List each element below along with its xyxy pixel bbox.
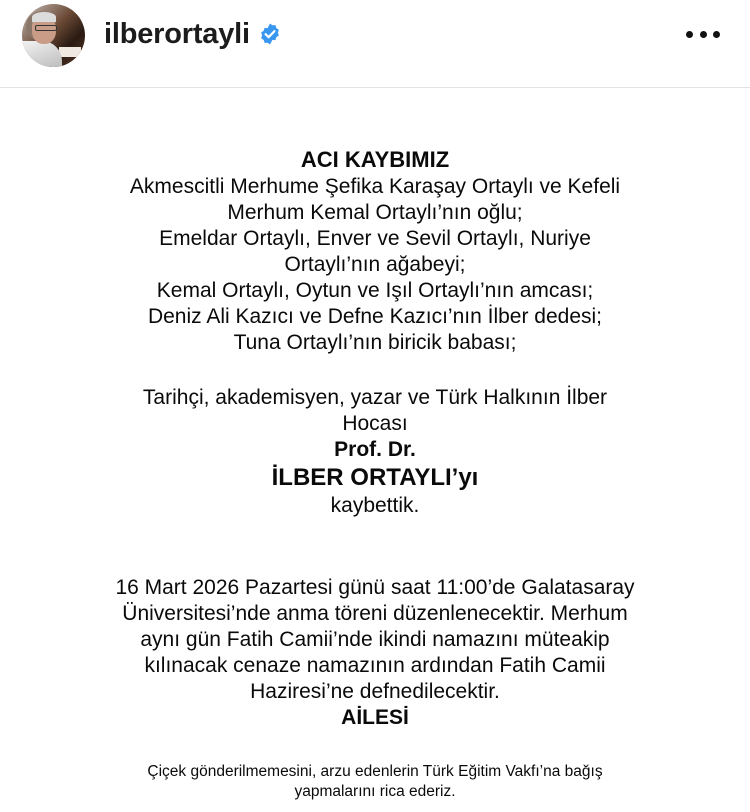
post-image — [0, 88, 750, 812]
username-link[interactable]: ilberortayli — [104, 17, 250, 50]
description-line: Hocası — [342, 412, 408, 435]
username-row — [104, 14, 282, 54]
notice-top-block — [0, 146, 750, 356]
deceased-name: İLBER ORTAYLI’yı — [271, 464, 479, 491]
more-options-icon[interactable] — [686, 28, 720, 40]
dot — [686, 31, 693, 38]
description-line: Tarihçi, akademisyen, yazar ve Türk Halkının İlber — [142, 386, 608, 409]
dot — [700, 31, 707, 38]
signature: AİLESİ — [341, 706, 409, 729]
verified-badge-icon — [258, 22, 282, 46]
avatar-hair-detail — [32, 12, 56, 22]
notice-name-block — [0, 385, 750, 519]
family-line: Merhum Kemal Ortaylı’nın oğlu; — [227, 201, 523, 224]
family-line: Ortaylı’nın ağabeyi; — [284, 253, 466, 276]
family-line: Emeldar Ortaylı, Enver ve Sevil Ortaylı, Nuriye — [159, 227, 591, 250]
note-line: Çiçek gönderilmemesini, arzu edenlerin Türk Eğitim Vakfı’na bağış — [147, 763, 603, 780]
family-line: Tuna Ortaylı’nın biricik babası; — [233, 331, 517, 354]
avatar-shirt-detail — [22, 41, 62, 67]
honorific: Prof. Dr. — [334, 438, 416, 461]
dot — [713, 31, 720, 38]
avatar-desk-detail — [59, 47, 81, 57]
notice-ceremony-block — [0, 575, 750, 731]
note-line: yapmalarını rica ederiz. — [294, 783, 456, 800]
notice-footnote — [0, 762, 750, 802]
avatar[interactable] — [22, 4, 85, 67]
ceremony-line: 16 Mart 2026 Pazartesi günü saat 11:00’de Galatasaray — [115, 576, 635, 599]
family-line: Akmescitli Merhume Şefika Karaşay Ortaylı ve Kefeli — [129, 175, 621, 198]
ceremony-line: kılınacak cenaze namazının ardından Fatih Camii — [144, 654, 606, 677]
notice-title: ACI KAYBIMIZ — [300, 147, 450, 172]
avatar-glasses-detail — [35, 25, 57, 31]
ceremony-line: aynı gün Fatih Camii’nde ikindi namazını müteakip — [140, 628, 610, 651]
lost-text: kaybettik. — [330, 494, 420, 517]
post-header — [0, 0, 750, 87]
ceremony-line: Haziresi’ne defnedilecektir. — [250, 680, 500, 703]
ceremony-line: Üniversitesi’nde anma töreni düzenlenecektir. Merhum — [122, 602, 628, 625]
family-line: Deniz Ali Kazıcı ve Defne Kazıcı’nın İlber dedesi; — [147, 305, 603, 328]
family-line: Kemal Ortaylı, Oytun ve Işıl Ortaylı’nın amcası; — [156, 279, 594, 302]
